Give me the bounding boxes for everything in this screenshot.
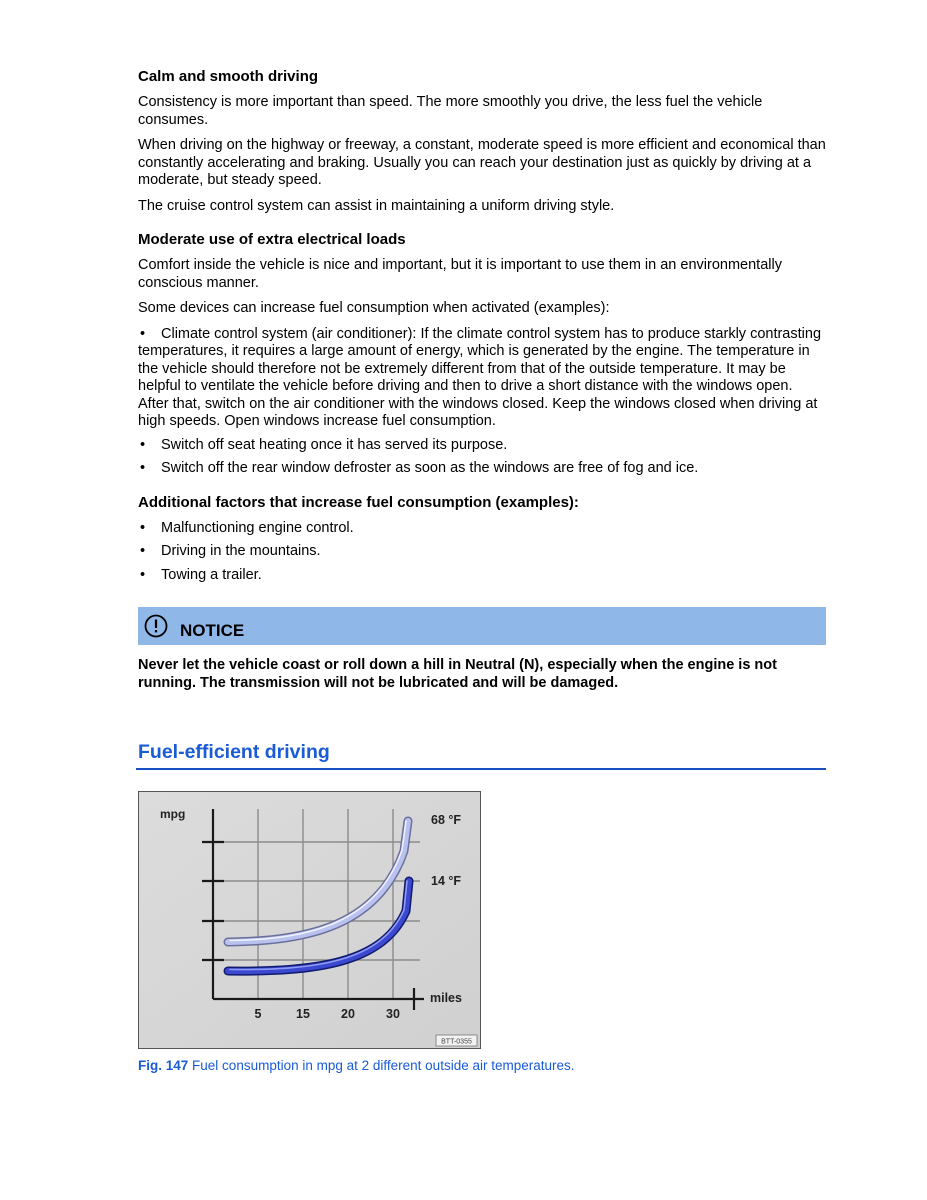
caption-label: Fig. 147	[138, 1058, 189, 1073]
additional-list	[138, 520, 826, 585]
paragraph: When driving on the highway or freeway, a constant, moderate speed is more efficient and economical than constantly accelerating and braking. Usually you can reach your destination just as quickly by driving at a moderate, but steady speed.	[138, 137, 826, 188]
bullet-icon: •	[140, 436, 146, 453]
electrical-list	[138, 326, 826, 478]
paragraph: Consistency is more important than speed. The more smoothly you drive, the less fuel the vehicle consumes.	[138, 94, 763, 128]
list-item: • Malfunctioning engine control.	[140, 519, 354, 536]
bullet-icon: •	[140, 519, 146, 536]
y-axis-label: mpg	[160, 807, 186, 821]
legend-14f: 14 °F	[431, 874, 462, 888]
x-axis-label: miles	[430, 991, 462, 1005]
x-tick-label: 30	[386, 1007, 400, 1021]
list-item: • Switch off the rear window defroster as soon as the windows are free of fog and ice.	[140, 460, 699, 476]
paragraph: Some devices can increase fuel consumption when activated (examples):	[138, 300, 610, 316]
fuel-consumption-figure	[138, 791, 481, 1049]
list-item: • Switch off seat heating once it has served its purpose.	[140, 436, 508, 453]
notice-text: Never let the vehicle coast or roll down a hill in Neutral (N), especially when the engine is not running. The transmission will not be lubricated and will be damaged.	[138, 657, 777, 691]
list-item: • Towing a trailer.	[140, 566, 262, 583]
x-tick-label: 15	[296, 1007, 310, 1021]
fuel-consumption-chart	[138, 791, 481, 1049]
bullet-icon: •	[140, 543, 146, 559]
bullet-icon: •	[140, 566, 146, 583]
section-title: Fuel-efficient driving	[136, 740, 826, 770]
figure-caption	[138, 1058, 575, 1073]
heading-additional-factors: Additional factors that increase fuel consumption (examples):	[138, 493, 579, 511]
list-item: • Climate control system (air conditioner): If the climate control system has to produce starkly contrasting temperatures, it requires a large amount of energy, which is generated by the engine. The temperature in the vehicle should therefore not be extremely different from that of the outside temperature. It may be helpful to ventilate the vehicle before driving and then to drive a short distance with the windows open. After that, switch on the air conditioner with the windows closed. Keep the windows closed when driving at high speeds. Open windows increase fuel consumption.	[138, 325, 822, 429]
caption-text: Fuel consumption in mpg at 2 different outside air temperatures.	[192, 1058, 575, 1073]
heading-calm-driving: Calm and smooth driving	[138, 68, 319, 85]
notice-title: NOTICE	[180, 621, 245, 640]
page-content	[138, 68, 826, 770]
x-tick-label: 20	[341, 1007, 355, 1021]
figure-code: BTT-0355	[441, 1038, 472, 1046]
bullet-icon: •	[140, 460, 146, 476]
bullet-icon: •	[140, 325, 146, 342]
x-tick-label: 5	[254, 1007, 262, 1021]
exclamation-circle-icon	[144, 614, 168, 638]
list-item: • Driving in the mountains.	[140, 543, 321, 559]
heading-electrical-loads: Moderate use of extra electrical loads	[138, 231, 406, 248]
paragraph: Comfort inside the vehicle is nice and important, but it is important to use them in an environmentally conscious manner.	[138, 257, 782, 291]
legend-68f: 68 °F	[431, 813, 462, 827]
paragraph: The cruise control system can assist in maintaining a uniform driving style.	[138, 197, 615, 214]
notice-bar	[138, 607, 826, 645]
